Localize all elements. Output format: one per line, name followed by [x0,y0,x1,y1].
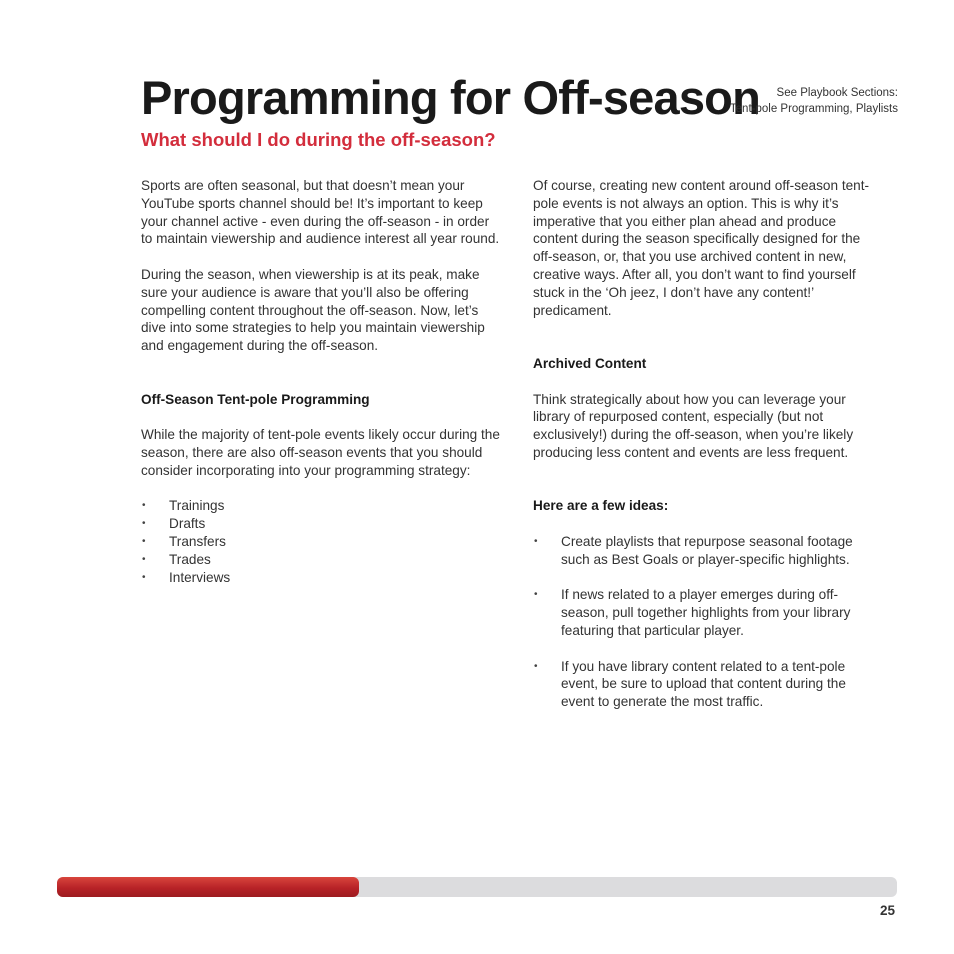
archived-content-paragraph: Think strategically about how you can leverage your library of repurposed content, especially (but not exclusively!) during the off-season, when you’re likely producing less content and events are less frequent. [533,391,854,460]
new-content-paragraph: Of course, creating new content around off-season tent-pole events is not always an option. This is why it’s imperative that you either plan ahead and produce content during the season specifically designed for the off-season, or, that you use archived content in new, creative ways. After all, you don’t want to find yourself stuck in the ‘Oh jeez, I don’t have any content!’ predicament. [533,178,870,318]
right-column [533,177,873,729]
tent-pole-paragraph: While the majority of tent-pole events likely occur during the season, there are also off-season events that you should consider incorporating into your programming strategy: [141,427,500,478]
spacer [141,373,501,391]
list-item: • If you have library content related to a tent-pole event, be sure to upload that content during the event to generate the most traffic. [533,658,873,711]
page-number: 25 [879,903,895,918]
list-item: • Trainings [141,497,501,515]
tent-pole-heading: Off-Season Tent-pole Programming [141,391,370,407]
event-list [141,497,501,586]
page-title: Programming for Off-season [141,71,761,124]
list-item: • Trades [141,551,501,569]
page-subtitle: What should I do during the off-season? [141,129,496,150]
list-item: • Transfers [141,533,501,551]
ideas-list [533,533,873,711]
left-column [141,177,501,586]
list-item: • If news related to a player emerges during off-season, pull together highlights from your library featuring that particular player. [533,586,873,639]
see-also-note [730,85,898,117]
see-also-line-1: See Playbook Sections: [776,87,898,99]
season-paragraph: During the season, when viewership is at its peak, make sure your audience is aware that you’ll also be offering compelling content throughout the off-season. Now, let’s dive into some strategies to help you maintain viewership and engagement during the off-season. [141,266,485,354]
ideas-heading: Here are a few ideas: [533,498,669,514]
list-item: • Drafts [141,515,501,533]
progress-bar-fill [57,877,359,897]
progress-bar-track [57,877,897,897]
spacer [533,337,873,355]
list-item: • Interviews [141,569,501,587]
see-also-line-2: Tent-pole Programming, Playlists [729,103,898,115]
archived-content-heading: Archived Content [533,355,647,371]
intro-paragraph: Sports are often seasonal, but that doesn’t mean your YouTube sports channel should be! It’s important to keep your channel active - even during the off-season - in order to maintain viewership and audience interest all year round. [141,178,500,247]
list-item: • Create playlists that repurpose seasonal footage such as Best Goals or player-specific highlights. [533,533,873,569]
spacer [533,480,873,498]
